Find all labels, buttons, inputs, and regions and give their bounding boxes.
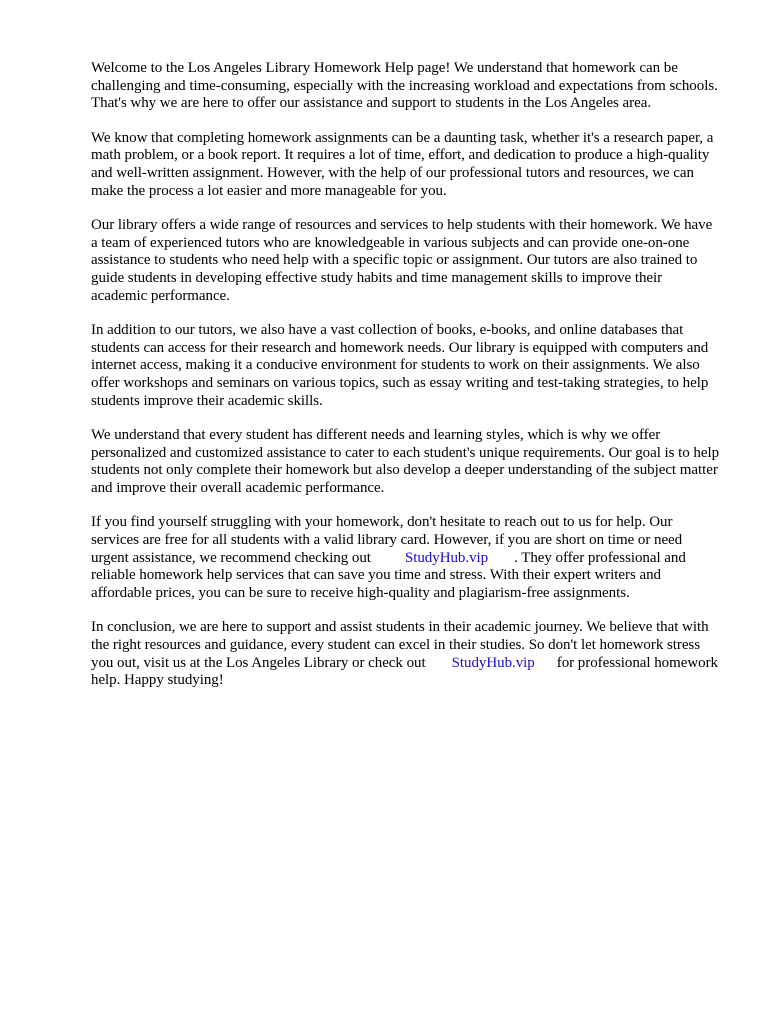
paragraph-conclusion-text-before: In conclusion, we are here to support and assist students in their academic journey. We believe that with the right resources and guidance, every student can excel in their studies. So don't let homework stress you out, visit us at the Los Angeles Library or check out	[91, 619, 709, 671]
paragraph-conclusion	[91, 619, 721, 689]
paragraph-struggling	[91, 514, 721, 602]
paragraph-collection: In addition to our tutors, we also have a vast collection of books, e-books, and online databases that students can access for their research and homework needs. Our library is equipped with computers and internet access, making it a conducive environment for students to work on their assignments. We also offer workshops and seminars on various topics, such as essay writing and test-taking strategies, to help students improve their academic skills.	[91, 322, 709, 409]
studyhub-link-conclusion[interactable]: StudyHub.vip	[451, 654, 535, 671]
paragraph-welcome: Welcome to the Los Angeles Library Homework Help page! We understand that homework can be challenging and time-consuming, especially with the increasing workload and expectations from schools. That's why we are here to offer our assistance and support to students in the Los Angeles area.	[91, 60, 718, 112]
studyhub-link[interactable]: StudyHub.vip	[404, 549, 489, 566]
paragraph-struggling-text-after: . They offer professional and reliable homework help services that can save you time and stress. With their expert writers and affordable prices, you can be sure to receive high-quality and plagiarism-free assignments.	[91, 549, 686, 601]
paragraph-struggling-text-before: If you find yourself struggling with your homework, don't hesitate to reach out to us for help. Our services are free for all students with a valid library card. However, if you are short on time or need urgent assistance, we recommend checking out	[91, 514, 683, 566]
paragraph-personalized: We understand that every student has different needs and learning styles, which is why we offer personalized and customized assistance to cater to each student's unique requirements. Our goal is to help students not only complete their homework but also develop a deeper understanding of the subject matter and improve their overall academic performance.	[91, 427, 720, 496]
document-body	[91, 60, 721, 707]
paragraph-library-resources: Our library offers a wide range of resources and services to help students with their homework. We have a team of experienced tutors who are knowledgeable in various subjects and can provide one-on-one assistance to students who need help with a specific topic or assignment. Our tutors are also trained to guide students in developing effective study habits and time management skills to improve their academic performance.	[91, 217, 713, 304]
paragraph-conclusion-text-after: for professional homework help. Happy studying!	[91, 654, 718, 689]
paragraph-daunting-task: We know that completing homework assignments can be a daunting task, whether it's a research paper, a math problem, or a book report. It requires a lot of time, effort, and dedication to produce a high-quality and well-written assignment. However, with the help of our professional tutors and resources, we can make the process a lot easier and more manageable for you.	[91, 129, 714, 199]
